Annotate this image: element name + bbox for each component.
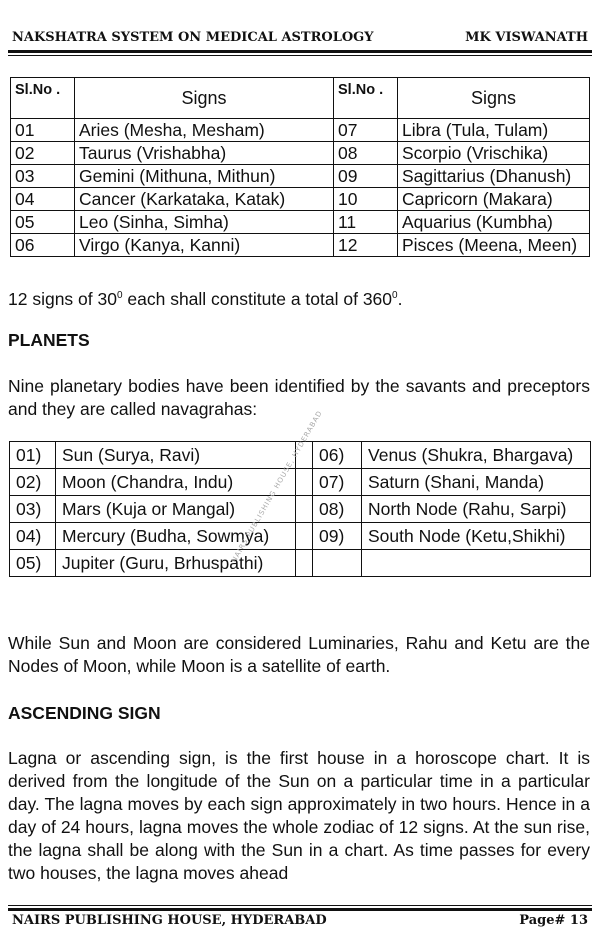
planet-name-cell xyxy=(362,550,591,577)
sign-name-cell: Gemini (Mithuna, Mithun) xyxy=(75,165,334,188)
sign-number-cell: 02 xyxy=(11,142,75,165)
sign-name-cell: Libra (Tula, Tulam) xyxy=(398,119,590,142)
sign-name-cell: Cancer (Karkataka, Katak) xyxy=(75,188,334,211)
planet-number-cell: 05) xyxy=(10,550,56,577)
planet-number-cell: 02) xyxy=(10,469,56,496)
planets-table-row xyxy=(10,523,591,550)
planet-name-cell: Mercury (Budha, Sowmya) xyxy=(56,523,296,550)
planets-table xyxy=(9,441,591,577)
signs-table-row xyxy=(11,142,590,165)
planet-name-cell: Jupiter (Guru, Brhuspathi) xyxy=(56,550,296,577)
sign-name-cell: Aquarius (Kumbha) xyxy=(398,211,590,234)
planet-number-cell: 03) xyxy=(10,496,56,523)
planet-number-cell: 06) xyxy=(313,442,362,469)
watermark: NAIRS PUBLISHING HOUSE, HYDERABAD xyxy=(230,409,325,564)
signs-table-header xyxy=(11,78,590,119)
planet-name-cell: North Node (Rahu, Sarpi) xyxy=(362,496,591,523)
col-header-signs: Signs xyxy=(398,78,590,119)
publisher-name: NAIRS PUBLISHING HOUSE, HYDERABAD xyxy=(12,913,327,928)
signs-table-row xyxy=(11,119,590,142)
sign-number-cell: 03 xyxy=(11,165,75,188)
sign-number-cell: 01 xyxy=(11,119,75,142)
sign-name-cell: Aries (Mesha, Mesham) xyxy=(75,119,334,142)
signs-table-row xyxy=(11,188,590,211)
footer-rule-thin xyxy=(8,905,592,906)
header-rule xyxy=(8,50,592,53)
signs-table xyxy=(10,77,590,257)
sign-name-cell: Taurus (Vrishabha) xyxy=(75,142,334,165)
sign-number-cell: 08 xyxy=(334,142,398,165)
col-header-slno: Sl.No . xyxy=(334,78,398,119)
planet-name-cell: Moon (Chandra, Indu) xyxy=(56,469,296,496)
col-header-signs: Signs xyxy=(75,78,334,119)
sign-name-cell: Capricorn (Makara) xyxy=(398,188,590,211)
planet-number-cell: 09) xyxy=(313,523,362,550)
footer-rule xyxy=(8,908,592,911)
sign-number-cell: 06 xyxy=(11,234,75,257)
degrees-note: 12 signs of $30^0$ each shall constitute a total of $360^0$. xyxy=(8,288,403,309)
sign-name-cell: Leo (Sinha, Simha) xyxy=(75,211,334,234)
planet-name-cell: Venus (Shukra, Bhargava) xyxy=(362,442,591,469)
planet-name-cell: Mars (Kuja or Mangal) xyxy=(56,496,296,523)
planet-number-cell: 01) xyxy=(10,442,56,469)
sign-name-cell: Virgo (Kanya, Kanni) xyxy=(75,234,334,257)
planets-gap-cell xyxy=(296,550,313,577)
sign-number-cell: 10 xyxy=(334,188,398,211)
planet-number-cell: 08) xyxy=(313,496,362,523)
planets-table-row xyxy=(10,496,591,523)
signs-table-row xyxy=(11,211,590,234)
sign-number-cell: 11 xyxy=(334,211,398,234)
signs-table-row xyxy=(11,165,590,188)
page-number: Page# 13 xyxy=(519,913,588,928)
sign-number-cell: 12 xyxy=(334,234,398,257)
planets-table-row xyxy=(10,550,591,577)
planet-name-cell: South Node (Ketu,Shikhi) xyxy=(362,523,591,550)
col-header-slno: Sl.No . xyxy=(11,78,75,119)
planet-name-cell: Saturn (Shani, Manda) xyxy=(362,469,591,496)
planet-name-cell: Sun (Surya, Ravi) xyxy=(56,442,296,469)
ascending-paragraph: Lagna or ascending sign, is the first house in a horoscope chart. It is derived from the longitude of the Sun on a particular time in a particular day. The lagna moves by each sign approximately in two hours. Hence in a day of 24 hours, lagna moves the whole zodiac of 12 signs. At the sun rise, the lagna shall be along with the Sun in a chart. As time passes for every two houses, the lagna moves ahead xyxy=(8,748,590,883)
planet-number-cell: 04) xyxy=(10,523,56,550)
header-rule-thin xyxy=(8,55,592,56)
planets-gap-cell xyxy=(296,523,313,550)
sign-number-cell: 05 xyxy=(11,211,75,234)
planets-gap-cell xyxy=(296,469,313,496)
book-title: NAKSHATRA SYSTEM ON MEDICAL ASTROLOGY xyxy=(12,30,374,45)
planet-number-cell: 07) xyxy=(313,469,362,496)
signs-table-row xyxy=(11,234,590,257)
sign-number-cell: 04 xyxy=(11,188,75,211)
sign-number-cell: 07 xyxy=(334,119,398,142)
sign-name-cell: Scorpio (Vrischika) xyxy=(398,142,590,165)
ascending-sign-heading: ASCENDING SIGN xyxy=(8,703,161,723)
planets-intro: Nine planetary bodies have been identified by the savants and preceptors and they are called navagrahas: xyxy=(8,376,590,419)
sign-name-cell: Pisces (Meena, Meen) xyxy=(398,234,590,257)
planets-table-row xyxy=(10,469,591,496)
sign-number-cell: 09 xyxy=(334,165,398,188)
planets-heading: PLANETS xyxy=(8,330,90,350)
luminaries-paragraph: While Sun and Moon are considered Luminaries, Rahu and Ketu are the Nodes of Moon, while Moon is a satellite of earth. xyxy=(8,633,590,676)
planet-number-cell xyxy=(313,550,362,577)
author-name: MK VISWANATH xyxy=(465,30,588,45)
running-header xyxy=(12,30,588,48)
sign-name-cell: Sagittarius (Dhanush) xyxy=(398,165,590,188)
planets-gap-cell xyxy=(296,496,313,523)
